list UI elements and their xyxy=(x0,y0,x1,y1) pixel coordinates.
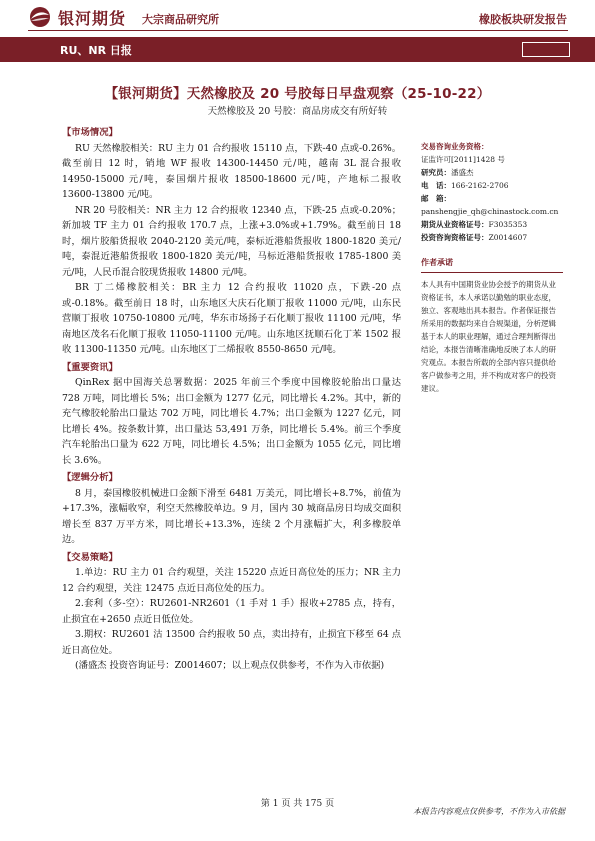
closing-note: (潘盛杰 投资咨询证号：Z0014607；以上观点仅供参考，不作为入市依据) xyxy=(75,660,385,671)
contact-cert: 证监许可[2011]1428 号 xyxy=(421,155,505,164)
futures-label: 期货从业资格证号： xyxy=(421,220,489,229)
contact-heading: 交易咨询业务资格： xyxy=(421,142,489,151)
analyst-label: 研究员： xyxy=(421,168,451,177)
phone-row xyxy=(421,179,563,192)
paragraph-br: BR 丁二烯橡胶相关：BR 主力 12 合约报收 11020 点，下跌-20 点或-0.18%。截至前日 18 时，山东地区大庆石化顺丁报收 11000 元/吨，山东民营顺丁报收 10750-10800 元/吨，华东市场扬子石化顺丁报收 11100 元/吨，华南地区茂名石化顺丁报收 11050-11100 元/吨。山东地区抚顺石化丁苯 1502 报收 11300-11350 元/吨。山东地区丁二烯报收 8550-8650 元/吨。 xyxy=(62,282,401,355)
phone-number: 166-2162-2706 xyxy=(451,181,509,190)
analyst-row xyxy=(421,166,563,179)
main-content xyxy=(62,123,401,674)
paragraph-strategy-arbitrage: 2.套利（多-空）：RU2601-NR2601（1 手对 1 手）报收+2785 点，持有，止损宜在+2650 点近日低位处。 xyxy=(62,598,401,625)
statement-heading: 作者承诺 xyxy=(421,257,453,267)
invest-number: Z0014607 xyxy=(488,233,528,242)
footer-disclaimer: 本报告内容观点仅供参考，不作为入市依据 xyxy=(413,807,565,816)
report-title: 【银河期货】天然橡胶及 20 号胶每日早盘观察（25-10-22） xyxy=(104,86,491,102)
analyst-name: 潘盛杰 xyxy=(451,168,474,177)
paragraph-news: QinRex 据中国海关总署数据：2025 年前三个季度中国橡胶轮胎出口量达 728 万吨，同比增长 5%；出口金额为 1277 亿元，同比增长 4.2%。其中，新的充气橡胶轮胎出口量达 702 万吨，同比增长 4.7%；出口金额为 1227 亿元，同比增长 4%。按条数计算，出口量达 53,491 万条，同比增长 5.4%。前三个季度汽车轮胎出口量为 622 万吨，同比增长 4.5%；出口金额为 1055 亿元，同比增长 3.6%。 xyxy=(62,377,401,466)
invest-row xyxy=(421,231,563,244)
galaxy-logo-icon xyxy=(28,6,52,28)
paragraph-logic: 8 月，泰国橡胶机械进口金额下滑至 6481 万美元，同比增长+8.7%，前值为+17.3%，涨幅收窄，利空天然橡胶单边。9 月，国内 30 城商品房日均成交面积增长至 837 万平方米，同比增长+13.3%，连续 2 个月涨幅扩大，利多橡胶单边。 xyxy=(62,487,401,545)
institute-name: 大宗商品研究所 xyxy=(142,13,219,26)
section-heading-news: 【重要资讯】 xyxy=(62,361,118,373)
section-heading-strategy: 【交易策略】 xyxy=(62,551,118,563)
email-label: 邮 箱： xyxy=(421,194,451,203)
paragraph-nr: NR 20 号胶相关：NR 主力 12 合约报收 12340 点，下跌-25 点或-0.20%；新加坡 TF 主力 01 合约报收 170.7 点，上涨+3.0%或+1.79%。截至前日 18 时，烟片胶船货报收 2040-2120 美元/吨，泰标近港船货报收 1800-1820 美元/吨，泰混近港船货报收 1800-1820 美元/吨，马标近港船货报收 1785-1800 美元/吨，人民币混合胶现货报收 14800 元/吨。 xyxy=(62,204,401,278)
paragraph-strategy-single: 1.单边：RU 主力 01 合约观望，关注 15220 点近日高位处的压力；NR 主力 12 合约观望，关注 12475 点近日高位处的压力。 xyxy=(62,567,401,594)
band-decoration xyxy=(522,42,570,57)
section-heading-market: 【市场情况】 xyxy=(62,127,118,138)
sidebar xyxy=(421,140,563,395)
futures-row xyxy=(421,218,563,231)
report-subtitle: 天然橡胶及 20 号胶：商品房成交有所好转 xyxy=(207,106,388,117)
report-type: 橡胶板块研发报告 xyxy=(479,13,567,26)
header-rule xyxy=(28,30,568,31)
email-address[interactable]: panshengjie_qh@chinastock.com.cn xyxy=(421,207,559,216)
page-header xyxy=(0,0,595,34)
brand-name: 银河期货 xyxy=(58,9,127,28)
page-number: 第 1 页 共 175 页 xyxy=(260,799,335,809)
invest-label: 投资咨询资格证号： xyxy=(421,233,489,242)
statement-text: 本人具有中国期货业协会授予的期货从业资格证书，本人承诺以勤勉的职业态度，独立、客观地出具本报告。作者保证报告所采用的数据均来自合规渠道，分析逻辑基于本人的职业理解，通过合理判断得出结论，本报告清晰准确地反映了本人的研究观点。本报告所载的全部内容只提供给客户做参考之用，并不构成对客户的投资建议。 xyxy=(421,280,556,393)
statement-divider xyxy=(421,272,563,273)
paragraph-strategy-option: 3.期权：RU2601 沽 13500 合约报收 50 点，卖出持有，止损宜下移至 64 点近日高位处。 xyxy=(62,629,401,656)
paragraph-ru: RU 天然橡胶相关：RU 主力 01 合约报收 15110 点，下跌-40 点或-0.26%。截至前日 12 时，销地 WF 报收 14300-14450 元/吨，越南 3L 混合报收 14950-15000 元/吨，泰国烟片报收 18500-18600 元/吨，产地标二报收 13600-13800 元/吨。 xyxy=(62,142,401,200)
futures-number: F3035353 xyxy=(488,220,528,229)
band-label: RU、NR 日报 xyxy=(60,44,132,57)
phone-label: 电 话： xyxy=(421,181,451,190)
section-heading-logic: 【逻辑分析】 xyxy=(62,472,118,483)
